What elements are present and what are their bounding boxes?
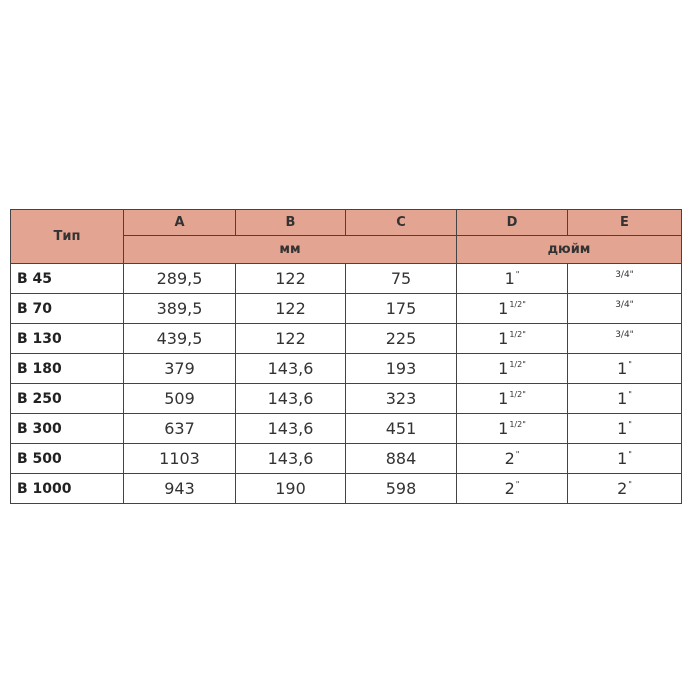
d-value: 2 — [504, 479, 515, 498]
d-fraction: 1/2" — [509, 360, 526, 369]
b-cell: 143,6 — [236, 444, 346, 474]
d-cell — [457, 474, 568, 504]
e-fraction: 3/4" — [615, 270, 634, 280]
e-cell — [568, 444, 682, 474]
d-fraction: 1/2" — [509, 300, 526, 309]
e-value: 1 — [617, 449, 628, 468]
e-fraction: " — [628, 390, 632, 399]
e-value: 1 — [617, 359, 628, 378]
c-cell: 323 — [346, 384, 457, 414]
b-cell: 143,6 — [236, 414, 346, 444]
e-cell — [568, 354, 682, 384]
spec-table-wrapper — [10, 209, 681, 504]
d-value: 1 — [498, 419, 509, 438]
d-value: 1 — [498, 299, 509, 318]
c-cell: 884 — [346, 444, 457, 474]
a-cell: 509 — [124, 384, 236, 414]
e-cell — [568, 474, 682, 504]
d-cell — [457, 414, 568, 444]
e-cell — [568, 294, 682, 324]
table-row — [11, 414, 682, 444]
column-header-c: C — [346, 210, 457, 236]
d-value: 2 — [504, 449, 515, 468]
e-cell — [568, 414, 682, 444]
spec-table — [10, 209, 682, 504]
d-cell — [457, 294, 568, 324]
d-cell — [457, 444, 568, 474]
e-cell — [568, 324, 682, 354]
e-value: 1 — [617, 389, 628, 408]
d-fraction: 1/2" — [509, 390, 526, 399]
column-header-b: B — [236, 210, 346, 236]
d-fraction: " — [515, 480, 520, 489]
column-header-a: A — [124, 210, 236, 236]
unit-inch-header: дюйм — [457, 236, 682, 264]
e-value: 2 — [617, 479, 628, 498]
d-cell — [457, 354, 568, 384]
d-cell — [457, 264, 568, 294]
b-cell: 190 — [236, 474, 346, 504]
table-row — [11, 354, 682, 384]
column-header-d: D — [457, 210, 568, 236]
e-fraction: " — [628, 450, 632, 459]
table-row — [11, 264, 682, 294]
a-cell: 943 — [124, 474, 236, 504]
d-fraction: 1/2" — [509, 330, 526, 339]
type-cell: B 70 — [11, 294, 124, 324]
type-cell: B 45 — [11, 264, 124, 294]
d-fraction: " — [515, 450, 520, 459]
table-row — [11, 384, 682, 414]
c-cell: 598 — [346, 474, 457, 504]
unit-mm-header: мм — [124, 236, 457, 264]
header-row-columns — [11, 210, 682, 236]
b-cell: 122 — [236, 264, 346, 294]
type-cell: B 130 — [11, 324, 124, 354]
b-cell: 143,6 — [236, 354, 346, 384]
table-row — [11, 474, 682, 504]
e-fraction: 3/4" — [615, 300, 634, 310]
e-cell — [568, 264, 682, 294]
c-cell: 175 — [346, 294, 457, 324]
a-cell: 637 — [124, 414, 236, 444]
column-header-e: E — [568, 210, 682, 236]
a-cell: 439,5 — [124, 324, 236, 354]
type-cell: B 300 — [11, 414, 124, 444]
d-fraction: 1/2" — [509, 420, 526, 429]
b-cell: 122 — [236, 324, 346, 354]
d-cell — [457, 384, 568, 414]
type-cell: B 1000 — [11, 474, 124, 504]
table-row — [11, 294, 682, 324]
d-value: 1 — [498, 389, 509, 408]
type-header: Тип — [11, 210, 124, 264]
table-row — [11, 324, 682, 354]
table-body — [11, 264, 682, 504]
e-fraction: " — [628, 480, 632, 489]
a-cell: 379 — [124, 354, 236, 384]
e-value: 1 — [617, 419, 628, 438]
c-cell: 225 — [346, 324, 457, 354]
type-cell: B 180 — [11, 354, 124, 384]
b-cell: 143,6 — [236, 384, 346, 414]
type-cell: B 250 — [11, 384, 124, 414]
c-cell: 451 — [346, 414, 457, 444]
d-cell — [457, 324, 568, 354]
e-cell — [568, 384, 682, 414]
c-cell: 75 — [346, 264, 457, 294]
a-cell: 1103 — [124, 444, 236, 474]
a-cell: 289,5 — [124, 264, 236, 294]
d-value: 1 — [498, 329, 509, 348]
b-cell: 122 — [236, 294, 346, 324]
a-cell: 389,5 — [124, 294, 236, 324]
e-fraction: " — [628, 360, 632, 369]
table-row — [11, 444, 682, 474]
d-value: 1 — [498, 359, 509, 378]
c-cell: 193 — [346, 354, 457, 384]
e-fraction: 3/4" — [615, 330, 634, 340]
e-fraction: " — [628, 420, 632, 429]
d-fraction: " — [515, 270, 520, 279]
d-value: 1 — [504, 269, 515, 288]
type-cell: B 500 — [11, 444, 124, 474]
